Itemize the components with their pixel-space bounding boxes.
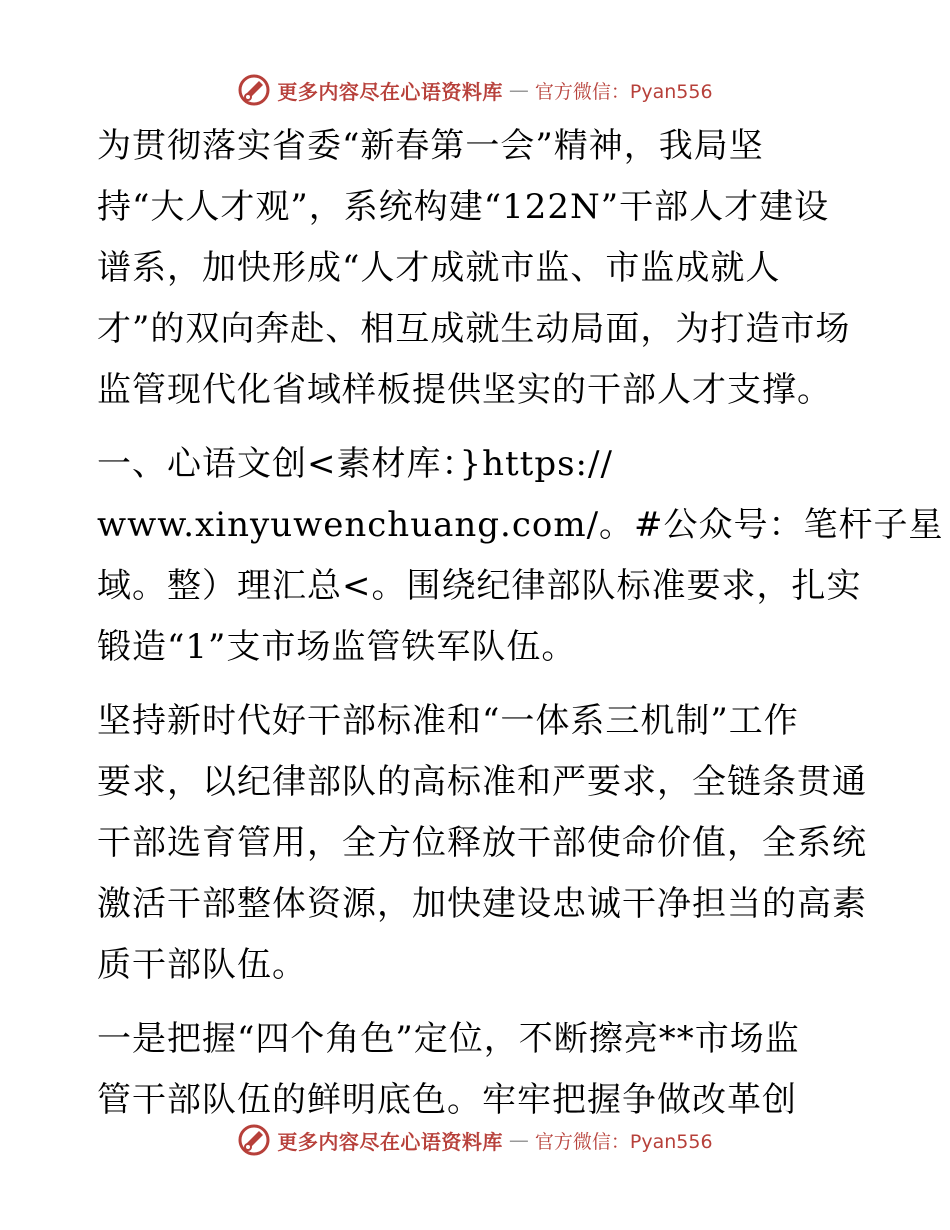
text-line: 才”的双向奔赴、相互成就生动局面，为打造市场 bbox=[97, 309, 851, 349]
text-line: 一、心语文创<素材库：}https:// bbox=[97, 444, 613, 484]
footer-banner-wechat: 官方微信：Pyan556 bbox=[534, 1130, 713, 1153]
logo-icon bbox=[237, 73, 271, 107]
paragraph-4 bbox=[97, 1009, 857, 1131]
header-banner-text: 更多内容尽在心语资料库 bbox=[277, 79, 503, 104]
footer-banner-text: 更多内容尽在心语资料库 bbox=[277, 1129, 503, 1154]
text-line: 一是把握“四个角色”定位，不断擦亮**市场监 bbox=[97, 1019, 800, 1059]
text-line: 管干部队伍的鲜明底色。牢牢把握争做改革创 bbox=[97, 1080, 797, 1120]
header-banner-wechat: 官方微信：Pyan556 bbox=[534, 80, 713, 103]
paragraph-3 bbox=[97, 691, 867, 996]
text-line: 谱系，加快形成“人才成就市监、市监成就人 bbox=[97, 248, 781, 288]
paragraph-1 bbox=[97, 116, 857, 421]
header-banner-separator: — bbox=[508, 78, 529, 102]
paragraph-2 bbox=[97, 434, 944, 678]
header-banner bbox=[0, 70, 950, 110]
text-line: 激活干部整体资源，加快建设忠诚干净担当的高素 bbox=[97, 884, 867, 924]
text-line: 持“大人才观”，系统构建“122N”干部人才建设 bbox=[97, 187, 830, 227]
text-line: 干部选育管用，全方位释放干部使命价值，全系统 bbox=[97, 823, 867, 863]
text-line: 坚持新时代好干部标准和“一体系三机制”工作 bbox=[97, 701, 799, 741]
text-line: 锻造“1”支市场监管铁军队伍。 bbox=[97, 627, 577, 667]
document-body bbox=[97, 116, 944, 1144]
text-line: 域。整）理汇总<。围绕纪律部队标准要求，扎实 bbox=[97, 566, 862, 606]
text-line: 质干部队伍。 bbox=[97, 945, 307, 985]
text-line: 监管现代化省域样板提供坚实的干部人才支撑。 bbox=[97, 370, 832, 410]
footer-banner-separator: — bbox=[508, 1128, 529, 1152]
logo-icon bbox=[237, 1123, 271, 1157]
footer-banner bbox=[0, 1120, 950, 1160]
text-line: 要求，以纪律部队的高标准和严要求，全链条贯通 bbox=[97, 762, 867, 802]
text-line: 为贯彻落实省委“新春第一会”精神，我局坚 bbox=[97, 126, 764, 166]
text-line: www.xinyuwenchuang.com/。#公众号：笔杆子星 bbox=[97, 505, 944, 545]
